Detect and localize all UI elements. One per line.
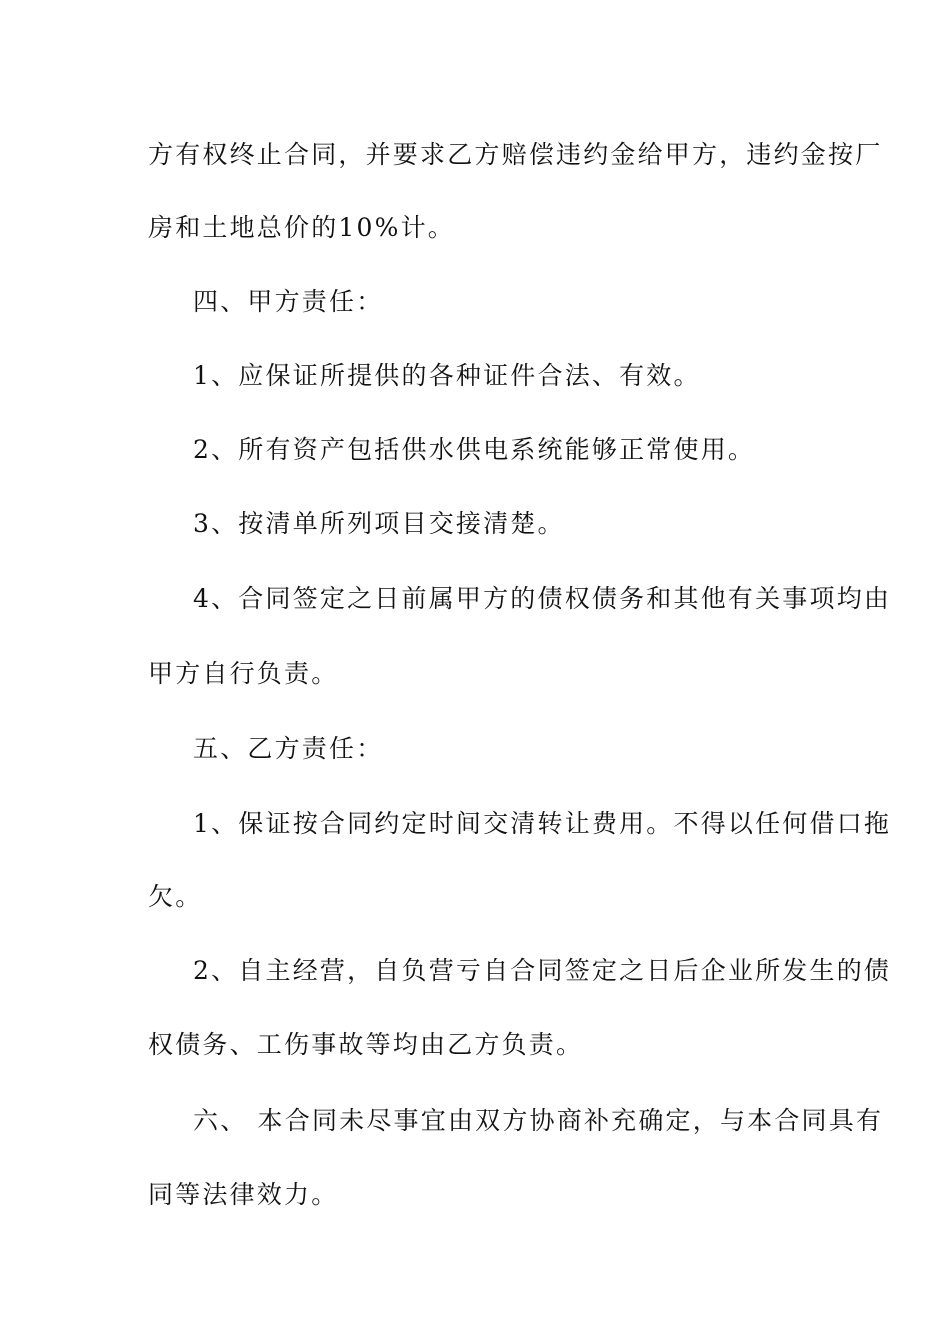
- list-item: 3、按清单所列项目交接清楚。: [193, 509, 565, 538]
- section-heading-6: 六、 本合同未尽事宜由双方协商补充确定，与本合同具有: [193, 1106, 884, 1135]
- section-heading-5: 五、乙方责任：: [193, 734, 384, 763]
- paragraph-line: 同等法律效力。: [148, 1180, 339, 1209]
- list-item: 1、应保证所提供的各种证件合法、有效。: [193, 361, 701, 390]
- paragraph-line: 房和土地总价的10%计。: [148, 213, 455, 242]
- list-item: 1、保证按合同约定时间交清转让费用。不得以任何借口拖: [193, 809, 892, 838]
- paragraph-line: 欠。: [148, 882, 203, 911]
- section-heading-4: 四、甲方责任：: [193, 287, 384, 316]
- list-item: 2、自主经营，自负营亏自合同签定之日后企业所发生的债: [193, 956, 892, 985]
- paragraph-line: 甲方自行负责。: [148, 659, 339, 688]
- paragraph-line: 方有权终止合同，并要求乙方赔偿违约金给甲方，违约金按厂: [148, 140, 883, 169]
- list-item: 4、合同签定之日前属甲方的债权债务和其他有关事项均由: [193, 584, 892, 613]
- list-item: 2、所有资产包括供水供电系统能够正常使用。: [193, 435, 756, 464]
- paragraph-line: 权债务、工伤事故等均由乙方负责。: [148, 1030, 584, 1059]
